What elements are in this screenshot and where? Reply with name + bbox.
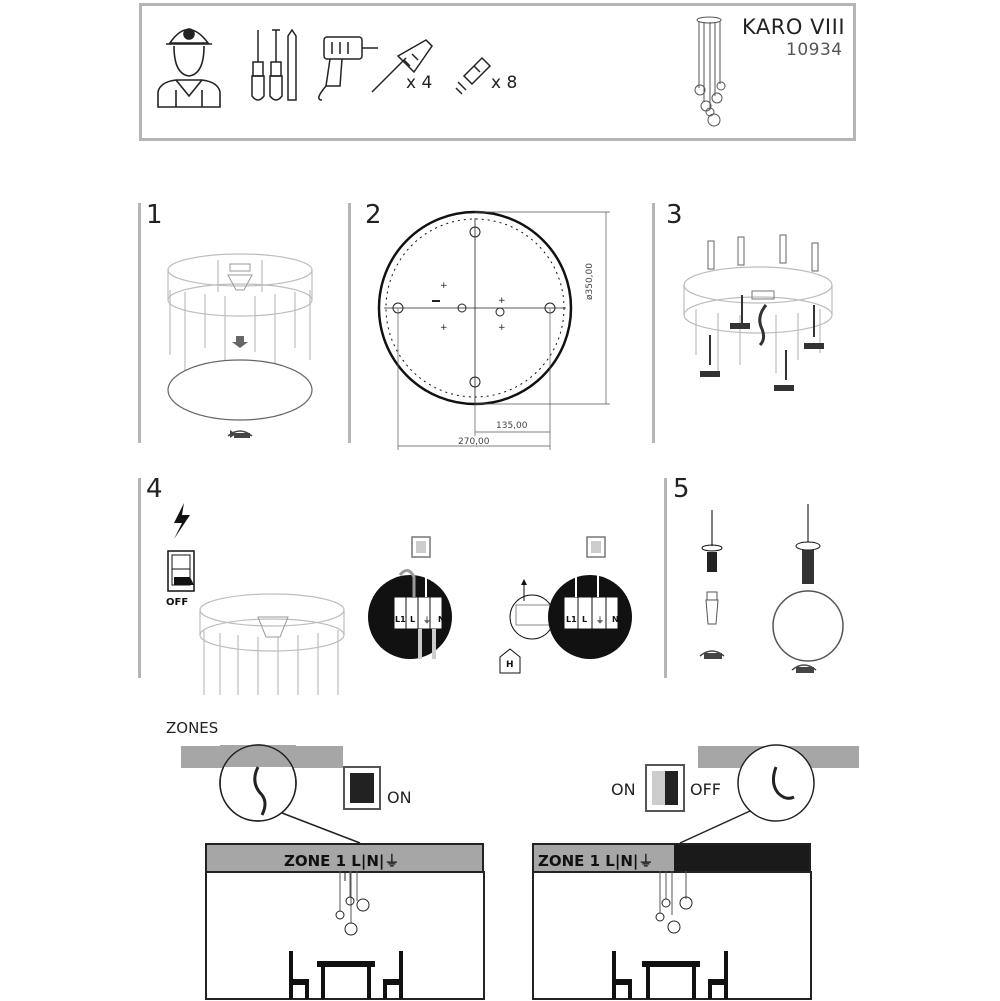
svg-text:+: +: [498, 323, 506, 333]
right-switch-on-label: ON: [611, 780, 636, 799]
zone-left-room: [205, 871, 485, 1001]
product-thumbnail-icon: [695, 17, 725, 126]
divider-step-5: [664, 478, 667, 678]
dimension-half-spacing: 135,00: [496, 421, 528, 431]
zone-left-detail: [200, 735, 480, 845]
drill-icon: [319, 37, 378, 100]
divider-step-1: [138, 203, 141, 443]
zones-title: ZONES: [166, 719, 219, 737]
screwdriver-icon: [252, 30, 296, 100]
svg-text:+: +: [498, 296, 506, 306]
dowel-quantity: x 4: [406, 73, 433, 93]
connector-icon: [456, 58, 490, 94]
terminal-label-b-3: ⏚: [596, 616, 604, 625]
svg-text:+: +: [440, 323, 448, 333]
step-number-1: 1: [146, 200, 163, 230]
step-number-2: 2: [365, 200, 382, 230]
divider-step-2: [348, 203, 351, 443]
wall-switch-icon: [344, 767, 380, 809]
step-5-illustration: [680, 500, 860, 690]
switch-off-label: OFF: [166, 597, 189, 608]
terminal-label-b-2: L: [582, 615, 588, 624]
terminal-label-a-3: ⏚: [423, 616, 431, 625]
right-switch-off-label: OFF: [690, 780, 721, 799]
wall-switch-icon: [646, 765, 684, 811]
product-name: KARO VIII: [742, 15, 846, 39]
bulb-icon: [706, 592, 718, 624]
step-number-4: 4: [146, 474, 163, 504]
divider-step-3: [652, 203, 655, 443]
divider-step-4: [138, 478, 141, 678]
svg-text:+: +: [440, 281, 448, 291]
step-4-illustration: [150, 495, 660, 695]
product-code: 10934: [786, 40, 843, 60]
junction-box-label: H: [506, 660, 514, 670]
left-switch-label: ON: [387, 788, 412, 807]
step-2-drawing: [370, 200, 620, 460]
terminal-label-b-1: L1: [566, 615, 577, 624]
lightning-icon: [174, 503, 190, 539]
dimension-spacing: 270,00: [458, 437, 490, 447]
step-1-illustration: [150, 230, 330, 450]
dimension-diameter: ø350,00: [585, 263, 595, 300]
terminal-label-a-1: L1: [395, 615, 406, 624]
step-3-illustration: [670, 225, 850, 405]
terminal-label-a-2: L: [410, 615, 416, 624]
zone-right-room: [532, 871, 812, 1001]
zone-left-label: ZONE 1 L|N|⏚: [284, 852, 400, 870]
terminal-label-a-4: N: [438, 615, 445, 624]
terminal-label-b-4: N: [612, 615, 619, 624]
switch-off-icon: [168, 551, 194, 591]
electrician-icon: [158, 29, 220, 107]
step-number-3: 3: [666, 200, 683, 230]
step-number-5: 5: [673, 474, 690, 504]
connector-quantity: x 8: [491, 73, 518, 93]
zone-right-label: ZONE 1 L|N|⏚: [538, 852, 654, 870]
